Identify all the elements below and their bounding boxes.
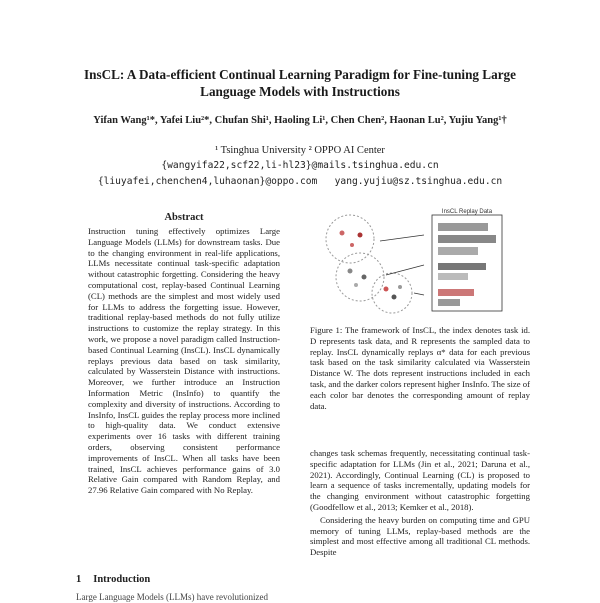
paper-title: InsCL: A Data-efficient Continual Learning Paradigm for Fine-tuning Large Language Models with Instructions xyxy=(83,67,516,99)
figure-caption: Figure 1: The framework of InsCL, the index denotes task id. D represents task data, and R represents the sampled data to replay. InsCL dynamically replays α* data for each previous task based on the task similarity calculated via Wasserstein Distance W. The dots represent instructions included in each task, and the darker colors represent higher InsInfo. The size of each color bar denotes the corresponding amount of replay data. xyxy=(310,325,530,411)
right-column-text xyxy=(310,448,530,558)
replay-bar-5 xyxy=(438,273,468,280)
replay-bar-7 xyxy=(438,299,460,306)
framework-diagram xyxy=(320,205,520,315)
affiliations: ¹ Tsinghua University ² OPPO AI Center xyxy=(215,145,385,156)
instruction-dots xyxy=(340,231,403,300)
replay-bar-1 xyxy=(438,223,488,231)
abstract-heading: Abstract xyxy=(164,212,204,223)
figure-label: InsCL Replay Data xyxy=(441,209,493,215)
replay-bar-4 xyxy=(438,263,486,270)
task-circle-2 xyxy=(336,253,384,301)
replay-bar-2 xyxy=(438,235,496,243)
section-title: Introduction xyxy=(93,574,151,585)
arrow-2 xyxy=(386,265,424,275)
email-line-1: {wangyifa22,scf22,li-hl23}@mails.tsinghua.edu.cn xyxy=(161,160,439,171)
section-number: 1 xyxy=(76,574,82,585)
arrow-3 xyxy=(414,293,424,295)
email-line-2: {liuyafei,chenchen4,luhaonan}@oppo.com yang.yujiu@sz.tsinghua.edu.cn xyxy=(97,176,503,187)
replay-bar-6 xyxy=(438,289,474,296)
author-list: Yifan Wang¹*, Yafei Liu²*, Chufan Shi¹, Haoling Li¹, Chen Chen², Haonan Lu², Yujiu Yang¹† xyxy=(93,115,507,126)
replay-bar-3 xyxy=(438,247,478,255)
arrow-1 xyxy=(380,235,424,241)
author-emails xyxy=(40,158,560,190)
framework-figure xyxy=(320,205,520,315)
intro-paragraph-1: changes task schemas frequently, necessitating continual task-specific adaptation for LLMs (Jin et al., 2021; Daruna et al., 2021). Accordingly, Continual Learning (CL) is proposed to learn a sequence of tasks incrementally, updating models for the changing environment without catastrophic forgetting (Goodfellow et al., 2013; Kemker et al., 2018). xyxy=(310,448,530,512)
section-heading-introduction xyxy=(76,574,150,585)
task-circle-1 xyxy=(326,215,374,263)
intro-paragraph-2: Considering the heavy burden on computing time and GPU memory of tuning LLMs, replay-based methods are the simplest and most effective among all traditional CL methods. Despite xyxy=(310,514,530,558)
intro-first-line: Large Language Models (LLMs) have revolutionized xyxy=(76,592,269,602)
abstract-body: Instruction tuning effectively optimizes Large Language Models (LLMs) for downstream tasks. Due to the changing environment in real-life applications, LLMs necessitate continual task-specific adaptation without catastrophic forgetting. Considering the heavy computational cost, replay-based Continual Learning (CL) methods are the simplest and most widely used for LLMs to address the forgetting issue. However, traditional replay-based methods do not fully utilize instructions to customize the replay strategy. In this work, we propose a novel paradigm called Instruction-based Continual Learning (InsCL). InsCL dynamically replays previous data based on task similarity, calculated by Wasserstein Distance with instructions. Moreover, we further introduce an Instruction Information Metric (InsInfo) to quantify the complexity and diversity of instructions. According to InsInfo, InsCL guides the replay process more inclined to high-quality data. We conduct extensive experiments over 16 tasks with different training orders, observing consistent performance improvements of InsCL. When all tasks have been trained, InsCL achieves performance gains of 3.0 Relative Gain compared with Random Replay, and 27.96 Relative Gain compared with No Replay. xyxy=(88,226,280,496)
